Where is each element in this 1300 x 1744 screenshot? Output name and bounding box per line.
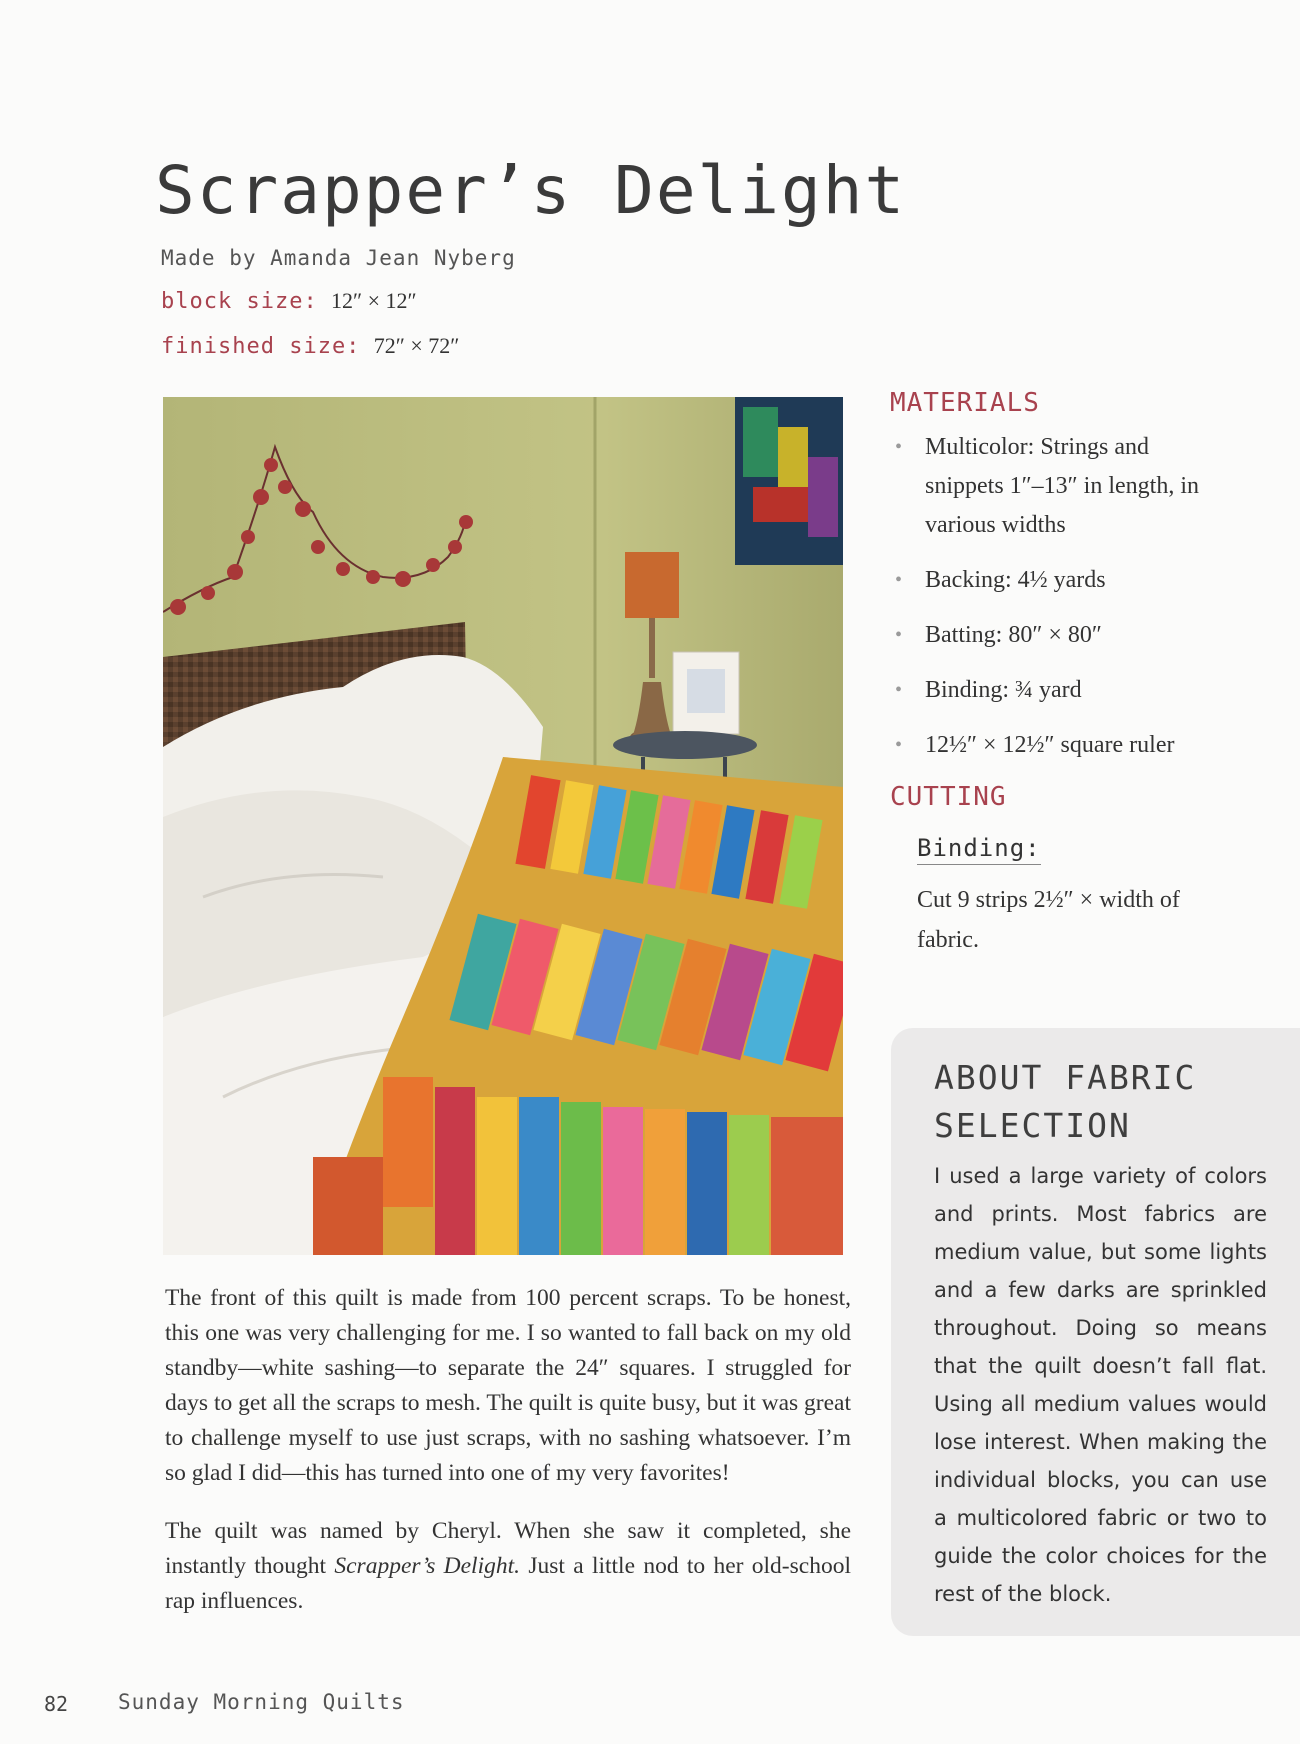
binding-subheading: Binding:	[917, 834, 1041, 865]
list-item	[895, 726, 1215, 765]
finished-size	[161, 333, 459, 359]
body-paragraph-2	[165, 1514, 851, 1619]
quilt-photo	[163, 397, 843, 1255]
bullet-icon: •	[895, 734, 903, 756]
block-size-label: block size:	[161, 289, 318, 314]
about-fabric-sidebar	[891, 1028, 1300, 1636]
list-item	[895, 561, 1215, 600]
finished-size-value: 72″ × 72″	[373, 333, 460, 358]
para2-text-start: The quilt was named by Cheryl. When she saw it completed, she instantly thought	[165, 1518, 851, 1579]
list-item	[895, 671, 1215, 710]
material-text: Binding: ¾ yard	[925, 677, 1082, 703]
material-text: Backing: 4½ yards	[925, 567, 1106, 593]
block-size-value: 12″ × 12″	[330, 288, 417, 313]
list-item	[895, 616, 1215, 655]
side-table	[613, 731, 757, 759]
material-text: Multicolor: Strings and snippets 1″–13″ in length, in various widths	[925, 434, 1199, 538]
bullet-icon: •	[895, 569, 903, 591]
body-paragraph-1: The front of this quilt is made from 100 percent scraps. To be honest, this one was very challenging for me. I so wanted to fall back on my old standby—white sashing—to separate the 24″ squares. I struggled for days to get all the scraps to mesh. The quilt is quite busy, but it was great to challenge myself to use just scraps, with no sashing whatsoever. I’m so glad I did—this has turned into one of my very favorites!	[165, 1285, 851, 1486]
cutting-heading: CUTTING	[890, 782, 1007, 812]
finished-size-label: finished size:	[161, 334, 361, 359]
material-text: 12½″ × 12½″ square ruler	[925, 732, 1175, 758]
materials-heading: MATERIALS	[890, 388, 1040, 418]
running-footer-title: Sunday Morning Quilts	[118, 1690, 405, 1714]
painting	[735, 397, 843, 565]
bullet-icon: •	[895, 624, 903, 646]
bedroom-quilt-illustration	[163, 397, 843, 1255]
bullet-icon: •	[895, 679, 903, 701]
list-item	[895, 428, 1215, 545]
materials-list	[895, 428, 1215, 781]
about-text: I used a large variety of colors and prints. Most fabrics are medium value, but some lights and a few darks are sprinkled throughout. Doing so means that the quilt doesn’t fall flat. Using all medium values would lose interest. When making the individual blocks, you can use a multicolored fabric or two to guide the color choices for the rest of the block.	[934, 1164, 1267, 1606]
material-text: Batting: 80″ × 80″	[925, 622, 1102, 648]
byline: Made by Amanda Jean Nyberg	[161, 246, 516, 270]
page-number: 82	[44, 1692, 69, 1716]
block-size	[161, 288, 417, 314]
bullet-icon: •	[895, 436, 903, 458]
para2-text-end: Just a little nod to her old-school rap influences.	[165, 1553, 851, 1614]
binding-instructions: Cut 9 strips 2½″ × width of fabric.	[917, 887, 1180, 953]
about-heading: ABOUT FABRIC SELECTION	[934, 1058, 1197, 1145]
page-title: Scrapper’s Delight	[155, 152, 907, 229]
quilt-name-italic: Scrapper’s Delight.	[334, 1553, 521, 1579]
